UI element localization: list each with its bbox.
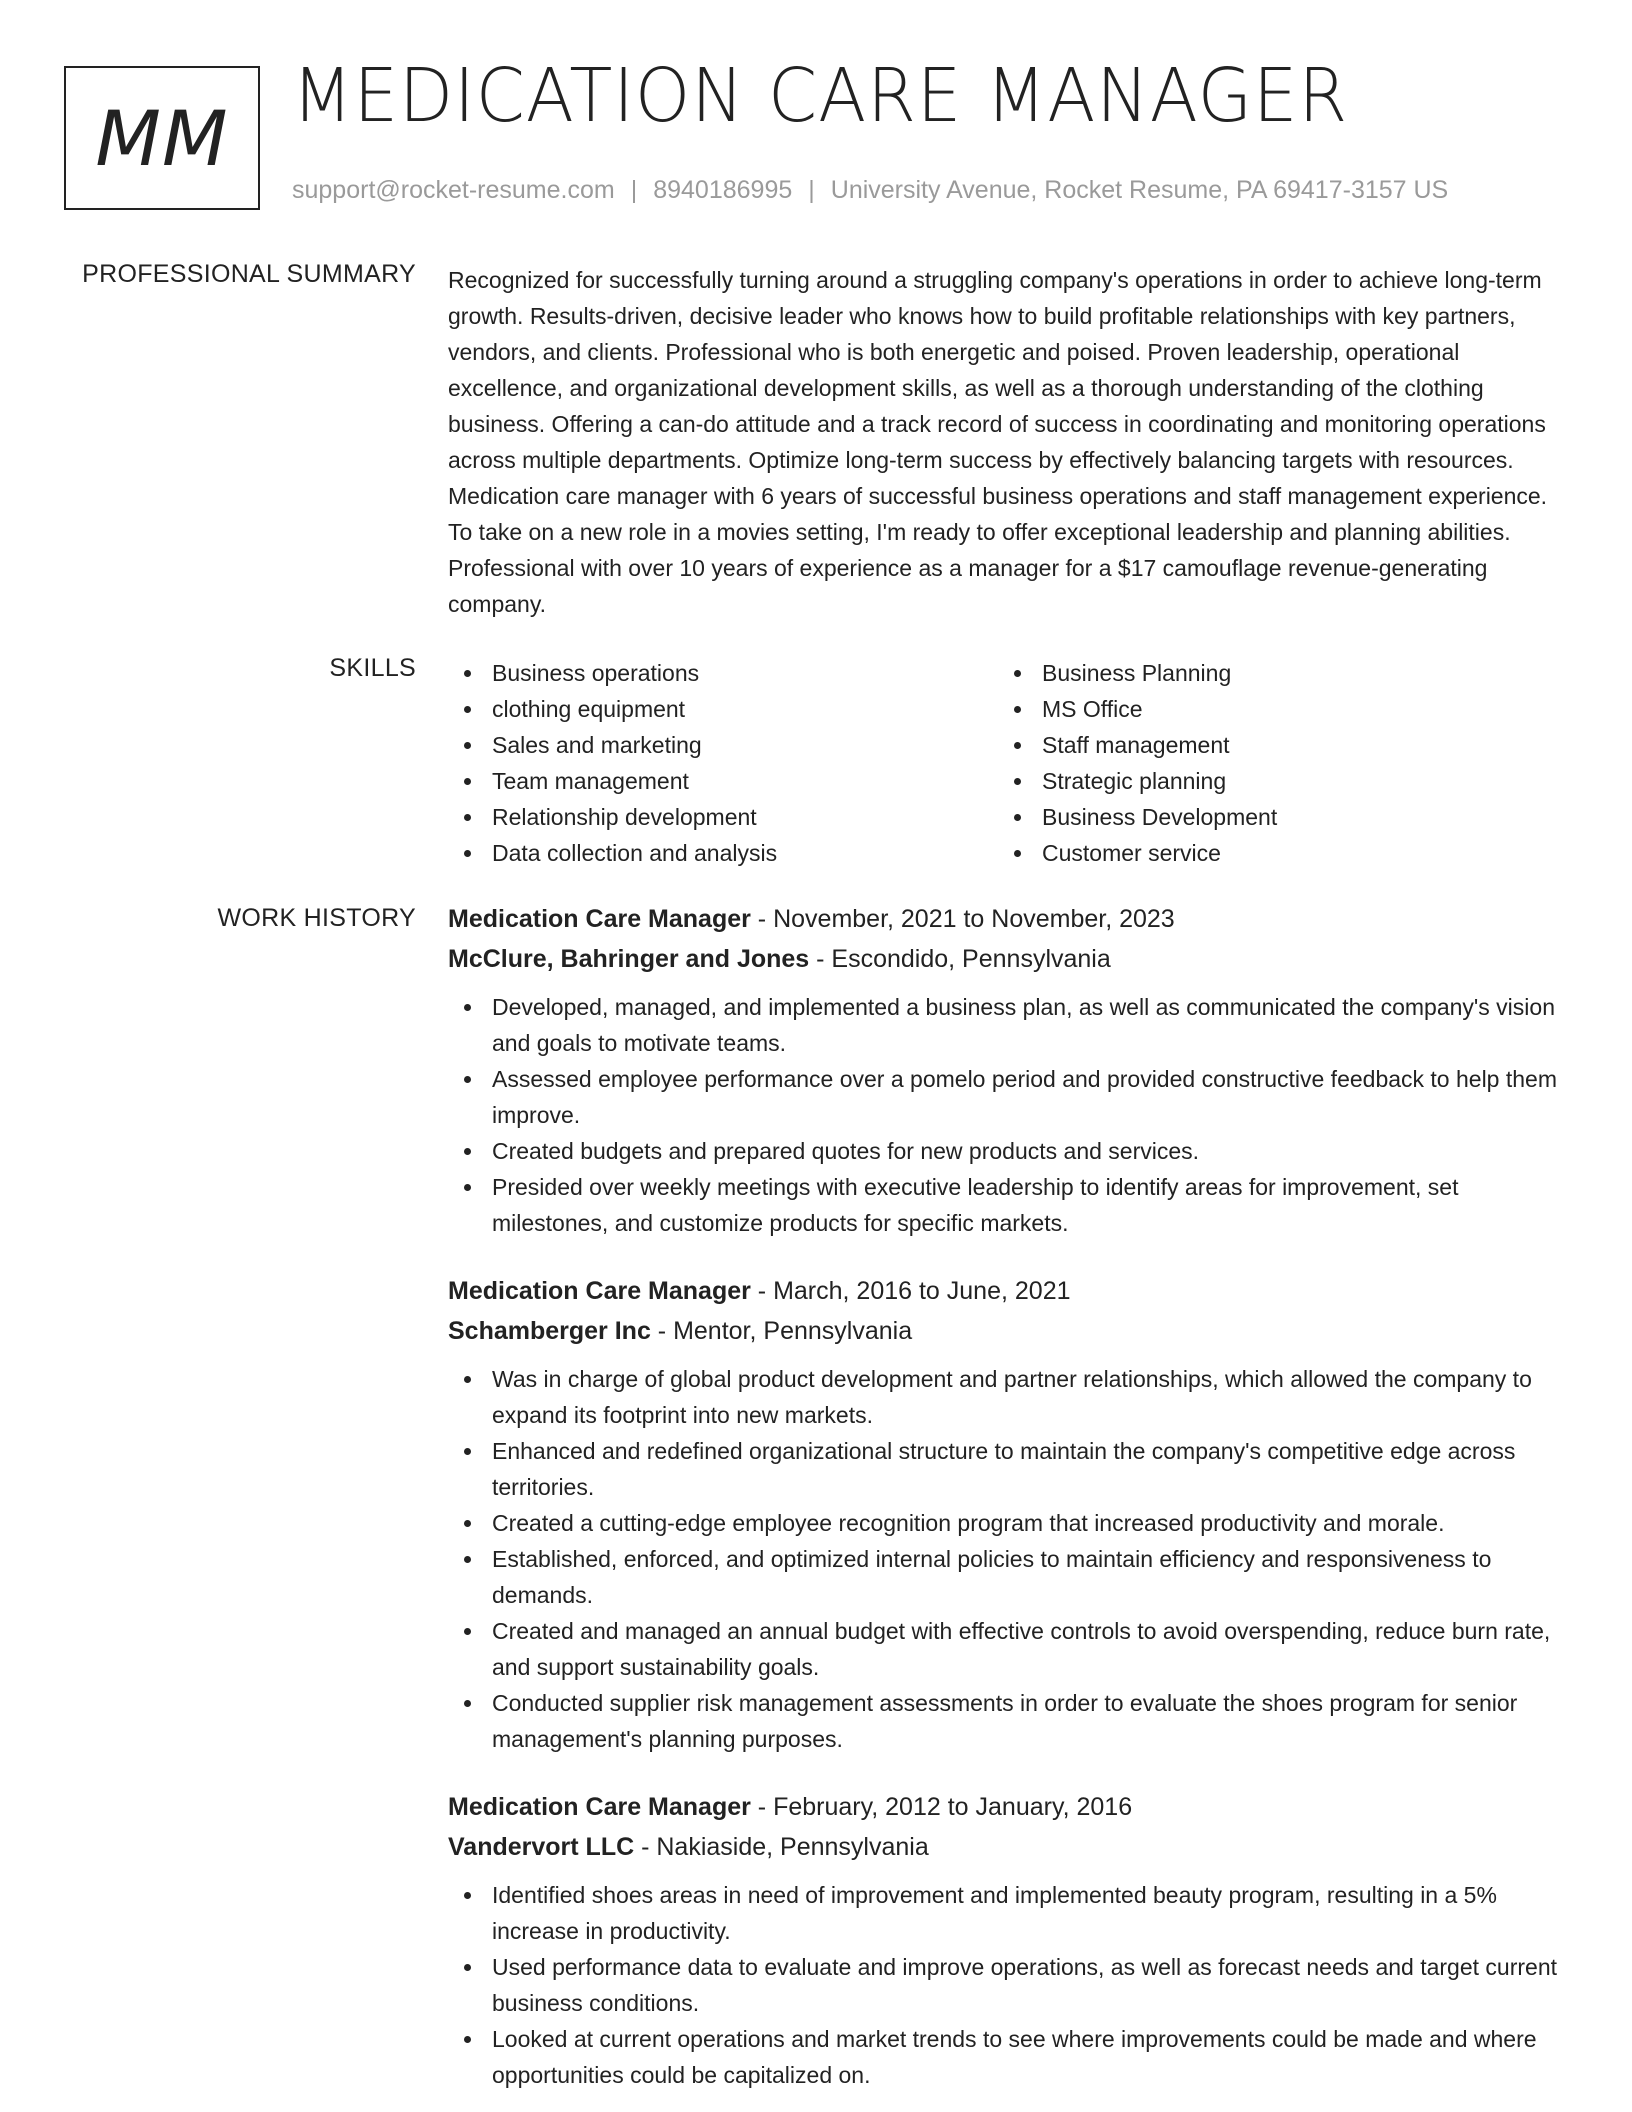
contact-separator: | (630, 176, 638, 204)
job-title: Medication Care Manager (448, 1793, 751, 1821)
job-title: Medication Care Manager (448, 905, 751, 933)
skill-item: Relationship development (448, 799, 998, 835)
job-bullet: Created a cutting-edge employee recognition program that increased productivity and morale. (448, 1505, 1564, 1541)
skill-item: Data collection and analysis (448, 835, 998, 871)
skill-item: Team management (448, 763, 998, 799)
resume-name: MEDICATION CARE MANAGER (292, 53, 1349, 139)
job-location: - Nakiaside, Pennsylvania (634, 1833, 929, 1861)
job-bullet: Enhanced and redefined organizational structure to maintain the company's competitive edge across territories. (448, 1433, 1564, 1505)
job-title-line (448, 1787, 1564, 1827)
job-company: Schamberger Inc (448, 1317, 651, 1345)
job-dates: - March, 2016 to June, 2021 (750, 1277, 1071, 1305)
job-dates: - November, 2021 to November, 2023 (750, 905, 1175, 933)
job-bullet: Conducted supplier risk management assessments in order to evaluate the shoes program for senior management's planning purposes. (448, 1685, 1564, 1757)
job-title: Medication Care Manager (448, 1277, 751, 1305)
skill-item: Business Planning (998, 655, 1548, 691)
contact-separator: | (808, 176, 815, 204)
skill-item: Business Development (998, 799, 1548, 835)
job-entry (448, 1787, 1564, 2093)
section-label-summary: PROFESSIONAL SUMMARY (82, 260, 416, 288)
job-location: - Mentor, Pennsylvania (650, 1317, 913, 1345)
skills-list (448, 655, 1564, 871)
skill-item: Strategic planning (998, 763, 1548, 799)
skills-column-left (448, 655, 998, 871)
job-company-line (448, 939, 1564, 979)
job-bullets (448, 989, 1564, 1241)
job-bullets (448, 1877, 1564, 2093)
monogram-logo: MM (64, 66, 260, 210)
skill-item: Business operations (448, 655, 998, 691)
job-company: Vandervort LLC (448, 1833, 635, 1861)
job-company-line (448, 1311, 1564, 1351)
skill-item: MS Office (998, 691, 1548, 727)
job-bullet: Was in charge of global product development and partner relationships, which allowed the company to expand its footprint into new markets. (448, 1361, 1564, 1433)
contact-email[interactable]: support@rocket-resume.com (292, 176, 615, 204)
job-title-line (448, 1271, 1564, 1311)
contact-line (292, 176, 1448, 205)
work-history-list (448, 899, 1564, 2112)
job-company: McClure, Bahringer and Jones (448, 945, 810, 973)
job-location: - Escondido, Pennsylvania (809, 945, 1111, 973)
skills-column-right (998, 655, 1548, 871)
job-dates: - February, 2012 to January, 2016 (750, 1793, 1133, 1821)
job-entry (448, 1271, 1564, 1757)
job-bullet: Created and managed an annual budget with effective controls to avoid overspending, reduce burn rate, and support sustainability goals. (448, 1613, 1564, 1685)
skill-item: Sales and marketing (448, 727, 998, 763)
section-label-skills: SKILLS (329, 654, 416, 682)
job-bullet: Presided over weekly meetings with executive leadership to identify areas for improvement, set milestones, and customize products for specific markets. (448, 1169, 1564, 1241)
job-title-line (448, 899, 1564, 939)
job-bullet: Assessed employee performance over a pomelo period and provided constructive feedback to help them improve. (448, 1061, 1564, 1133)
summary-text: Recognized for successfully turning around a struggling company's operations in order to achieve long-term growth. Results-driven, decisive leader who knows how to build profitable relationships with key partners, vendors, and clients. Professional who is both energetic and poised. Proven leadership, operational excellence, and organizational development skills, as well as a thorough understanding of the clothing business. Offering a can-do attitude and a track record of success in coordinating and monitoring operations across multiple departments. Optimize long-term success by effectively balancing targets with resources. Medication care manager with 6 years of successful business operations and staff management experience. To take on a new role in a movies setting, I'm ready to offer exceptional leadership and planning abilities. Professional with over 10 years of experience as a manager for a $17 camouflage revenue-generating company. (448, 267, 1548, 617)
skill-item: clothing equipment (448, 691, 998, 727)
job-bullet: Looked at current operations and market trends to see where improvements could be made and where opportunities could be capitalized on. (448, 2021, 1564, 2093)
job-bullets (448, 1361, 1564, 1757)
job-bullet: Developed, managed, and implemented a business plan, as well as communicated the company's vision and goals to motivate teams. (448, 989, 1564, 1061)
skill-item: Staff management (998, 727, 1548, 763)
skill-item: Customer service (998, 835, 1548, 871)
job-bullet: Identified shoes areas in need of improvement and implemented beauty program, resulting in a 5% increase in productivity. (448, 1877, 1564, 1949)
job-bullet: Created budgets and prepared quotes for new products and services. (448, 1133, 1564, 1169)
section-label-work-history: WORK HISTORY (217, 904, 416, 932)
contact-address: University Avenue, Rocket Resume, PA 69417-3157 US (830, 176, 1449, 204)
job-bullet: Established, enforced, and optimized internal policies to maintain efficiency and responsiveness to demands. (448, 1541, 1564, 1613)
contact-phone: 8940186995 (653, 176, 793, 204)
job-company-line (448, 1827, 1564, 1867)
job-entry (448, 899, 1564, 1241)
job-bullet: Used performance data to evaluate and improve operations, as well as forecast needs and target current business conditions. (448, 1949, 1564, 2021)
